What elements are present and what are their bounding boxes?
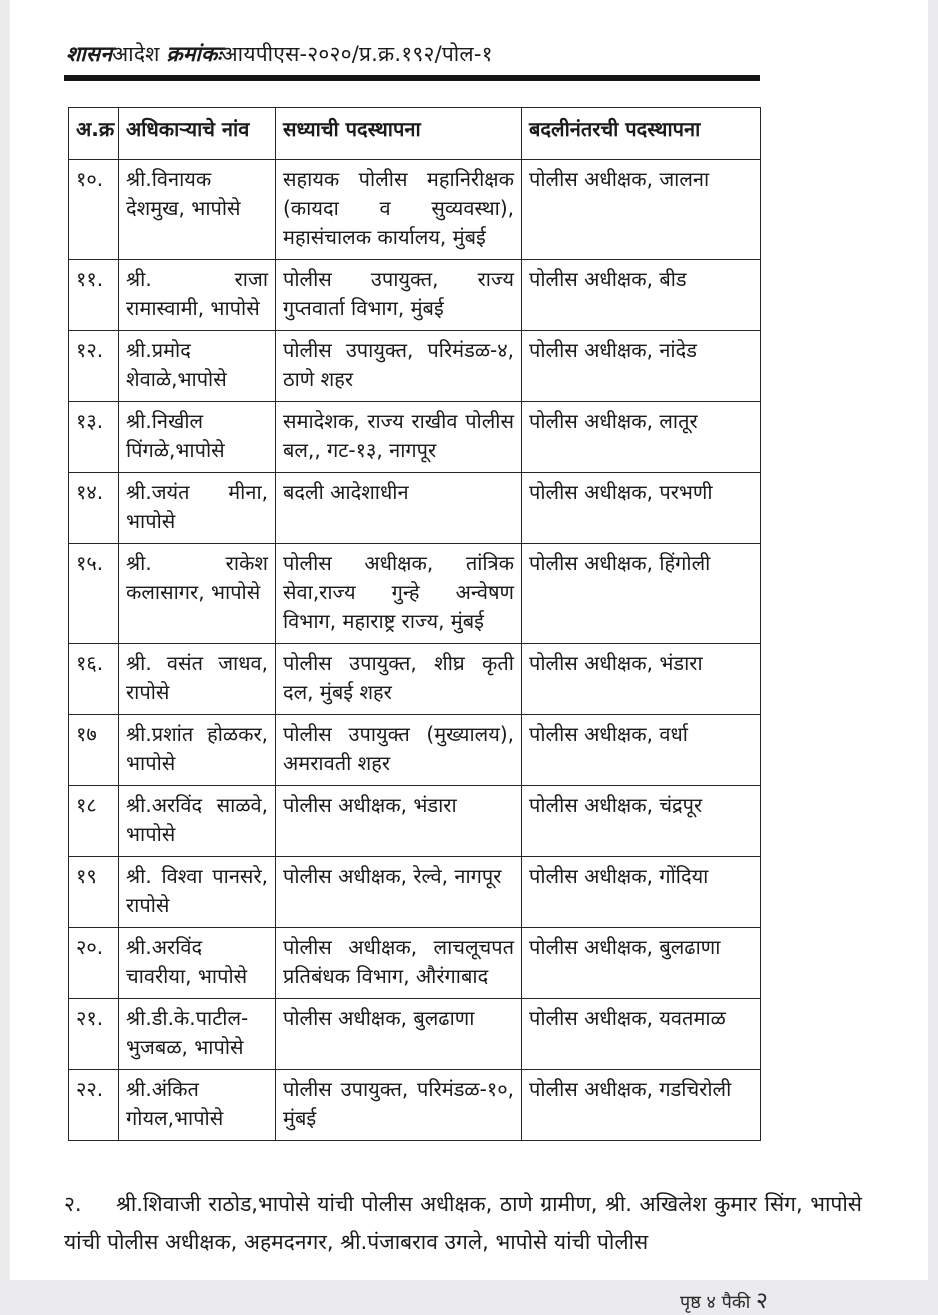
- table-row: [69, 644, 761, 715]
- new-posting-cell: पोलीस अधीक्षक, भंडारा: [522, 644, 761, 715]
- serial-cell: १४.: [69, 473, 119, 544]
- table-row: [69, 260, 761, 331]
- new-posting-cell: पोलीस अधीक्षक, लातूर: [522, 402, 761, 473]
- new-posting-cell: पोलीस अधीक्षक, बीड: [522, 260, 761, 331]
- table-row: [69, 402, 761, 473]
- table-row: [69, 544, 761, 644]
- officer-name-cell: श्री. विश्वा पानसरे, रापोसे: [119, 857, 276, 928]
- paragraph-text: श्री.शिवाजी राठोड,भापोसे यांची पोलीस अधीक्षक, ठाणे ग्रामीण, श्री. अखिलेश कुमार सिंग, भापोसे यांची पोलीस अधीक्षक, अहमदनगर, श्री.पंजाबराव उगले, भापोसे यांची पोलीस: [64, 1192, 862, 1254]
- current-posting-cell: बदली आदेशाधीन: [276, 473, 522, 544]
- new-posting-cell: पोलीस अधीक्षक, गोंदिया: [522, 857, 761, 928]
- col-header-new-posting: बदलीनंतरची पदस्थापना: [522, 108, 761, 160]
- new-posting-cell: पोलीस अधीक्षक, वर्धा: [522, 715, 761, 786]
- serial-cell: २२.: [69, 1070, 119, 1141]
- officer-name-cell: श्री.जयंत मीना, भापोसे: [119, 473, 276, 544]
- serial-cell: १६.: [69, 644, 119, 715]
- serial-cell: १३.: [69, 402, 119, 473]
- officer-name-cell: श्री.प्रमोद शेवाळे,भापोसे: [119, 331, 276, 402]
- order-number-line: [66, 40, 928, 68]
- current-posting-cell: पोलीस उपायुक्त (मुख्यालय), अमरावती शहर: [276, 715, 522, 786]
- table-row: [69, 928, 761, 999]
- officer-name-cell: श्री.अरविंद चावरीया, भापोसे: [119, 928, 276, 999]
- order-number-label: क्रमांकः: [166, 42, 222, 66]
- paragraph-number: २.: [64, 1192, 82, 1216]
- serial-cell: १०.: [69, 160, 119, 260]
- document-page: [10, 0, 928, 1314]
- serial-cell: १८: [69, 786, 119, 857]
- transfer-table-head: [69, 108, 761, 160]
- serial-cell: २०.: [69, 928, 119, 999]
- current-posting-cell: पोलीस अधीक्षक, बुलढाणा: [276, 999, 522, 1070]
- table-row: [69, 715, 761, 786]
- new-posting-cell: पोलीस अधीक्षक, हिंगोली: [522, 544, 761, 644]
- transfer-table: [68, 107, 761, 1141]
- new-posting-cell: पोलीस अधीक्षक, गडचिरोली: [522, 1070, 761, 1141]
- col-header-current-posting: सध्याची पदस्थापना: [276, 108, 522, 160]
- new-posting-cell: पोलीस अधीक्षक, जालना: [522, 160, 761, 260]
- officer-name-cell: श्री.डी.के.पाटील-भुजबळ, भापोसे: [119, 999, 276, 1070]
- current-posting-cell: पोलीस अधीक्षक, भंडारा: [276, 786, 522, 857]
- current-posting-cell: पोलीस उपायुक्त, परिमंडळ-१०, मुंबई: [276, 1070, 522, 1141]
- table-row: [69, 160, 761, 260]
- current-posting-cell: पोलीस उपायुक्त, राज्य गुप्तवार्ता विभाग, मुंबई: [276, 260, 522, 331]
- transfer-table-body: [69, 160, 761, 1141]
- body-paragraph: [64, 1185, 862, 1261]
- current-posting-cell: समादेशक, राज्य राखीव पोलीस बल,, गट-१३, नागपूर: [276, 402, 522, 473]
- serial-cell: १२.: [69, 331, 119, 402]
- order-word-bold: शासन: [66, 42, 113, 66]
- officer-name-cell: श्री. राजा रामास्वामी, भापोसे: [119, 260, 276, 331]
- col-header-serial: अ.क्र: [69, 108, 119, 160]
- current-posting-cell: पोलीस उपायुक्त, परिमंडळ-४, ठाणे शहर: [276, 331, 522, 402]
- order-word: आदेश: [112, 42, 167, 66]
- col-header-officer-name: अधिकाऱ्याचे नांव: [119, 108, 276, 160]
- table-row: [69, 786, 761, 857]
- table-row: [69, 1070, 761, 1141]
- serial-cell: २१.: [69, 999, 119, 1070]
- table-row: [69, 473, 761, 544]
- new-posting-cell: पोलीस अधीक्षक, नांदेड: [522, 331, 761, 402]
- order-number-value: आयपीएस-२०२०/प्र.क्र.१९२/पोल-१: [221, 42, 493, 66]
- new-posting-cell: पोलीस अधीक्षक, बुलढाणा: [522, 928, 761, 999]
- table-row: [69, 331, 761, 402]
- new-posting-cell: पोलीस अधीक्षक, चंद्रपूर: [522, 786, 761, 857]
- current-posting-cell: पोलीस अधीक्षक, रेल्वे, नागपूर: [276, 857, 522, 928]
- serial-cell: ११.: [69, 260, 119, 331]
- officer-name-cell: श्री. राकेश कलासागर, भापोसे: [119, 544, 276, 644]
- serial-cell: १७: [69, 715, 119, 786]
- current-posting-cell: पोलीस उपायुक्त, शीघ्र कृती दल, मुंबई शहर: [276, 644, 522, 715]
- current-posting-cell: पोलीस अधीक्षक, लाचलूचपत प्रतिबंधक विभाग, औरंगाबाद: [276, 928, 522, 999]
- officer-name-cell: श्री. वसंत जाधव, रापोसे: [119, 644, 276, 715]
- table-row: [69, 999, 761, 1070]
- table-header-row: [69, 108, 761, 160]
- officer-name-cell: श्री.अरविंद साळवे, भापोसे: [119, 786, 276, 857]
- table-row: [69, 857, 761, 928]
- new-posting-cell: पोलीस अधीक्षक, परभणी: [522, 473, 761, 544]
- header-divider-rule: [64, 75, 760, 81]
- page-count-label: पृष्ठ ४ पैकी: [679, 1292, 757, 1313]
- current-posting-cell: सहायक पोलीस महानिरीक्षक (कायदा व सुव्यवस्था), महासंचालक कार्यालय, मुंबई: [276, 160, 522, 260]
- current-posting-cell: पोलीस अधीक्षक, तांत्रिक सेवा,राज्य गुन्हे अन्वेषण विभाग, महाराष्ट्र राज्य, मुंबई: [276, 544, 522, 644]
- new-posting-cell: पोलीस अधीक्षक, यवतमाळ: [522, 999, 761, 1070]
- officer-name-cell: श्री.विनायक देशमुख, भापोसे: [119, 160, 276, 260]
- officer-name-cell: श्री.प्रशांत होळकर, भापोसे: [119, 715, 276, 786]
- page-footer: [10, 1283, 768, 1315]
- serial-cell: १९: [69, 857, 119, 928]
- officer-name-cell: श्री.निखील पिंगळे,भापोसे: [119, 402, 276, 473]
- serial-cell: १५.: [69, 544, 119, 644]
- page-number: २: [756, 1288, 768, 1314]
- officer-name-cell: श्री.अंकित गोयल,भापोसे: [119, 1070, 276, 1141]
